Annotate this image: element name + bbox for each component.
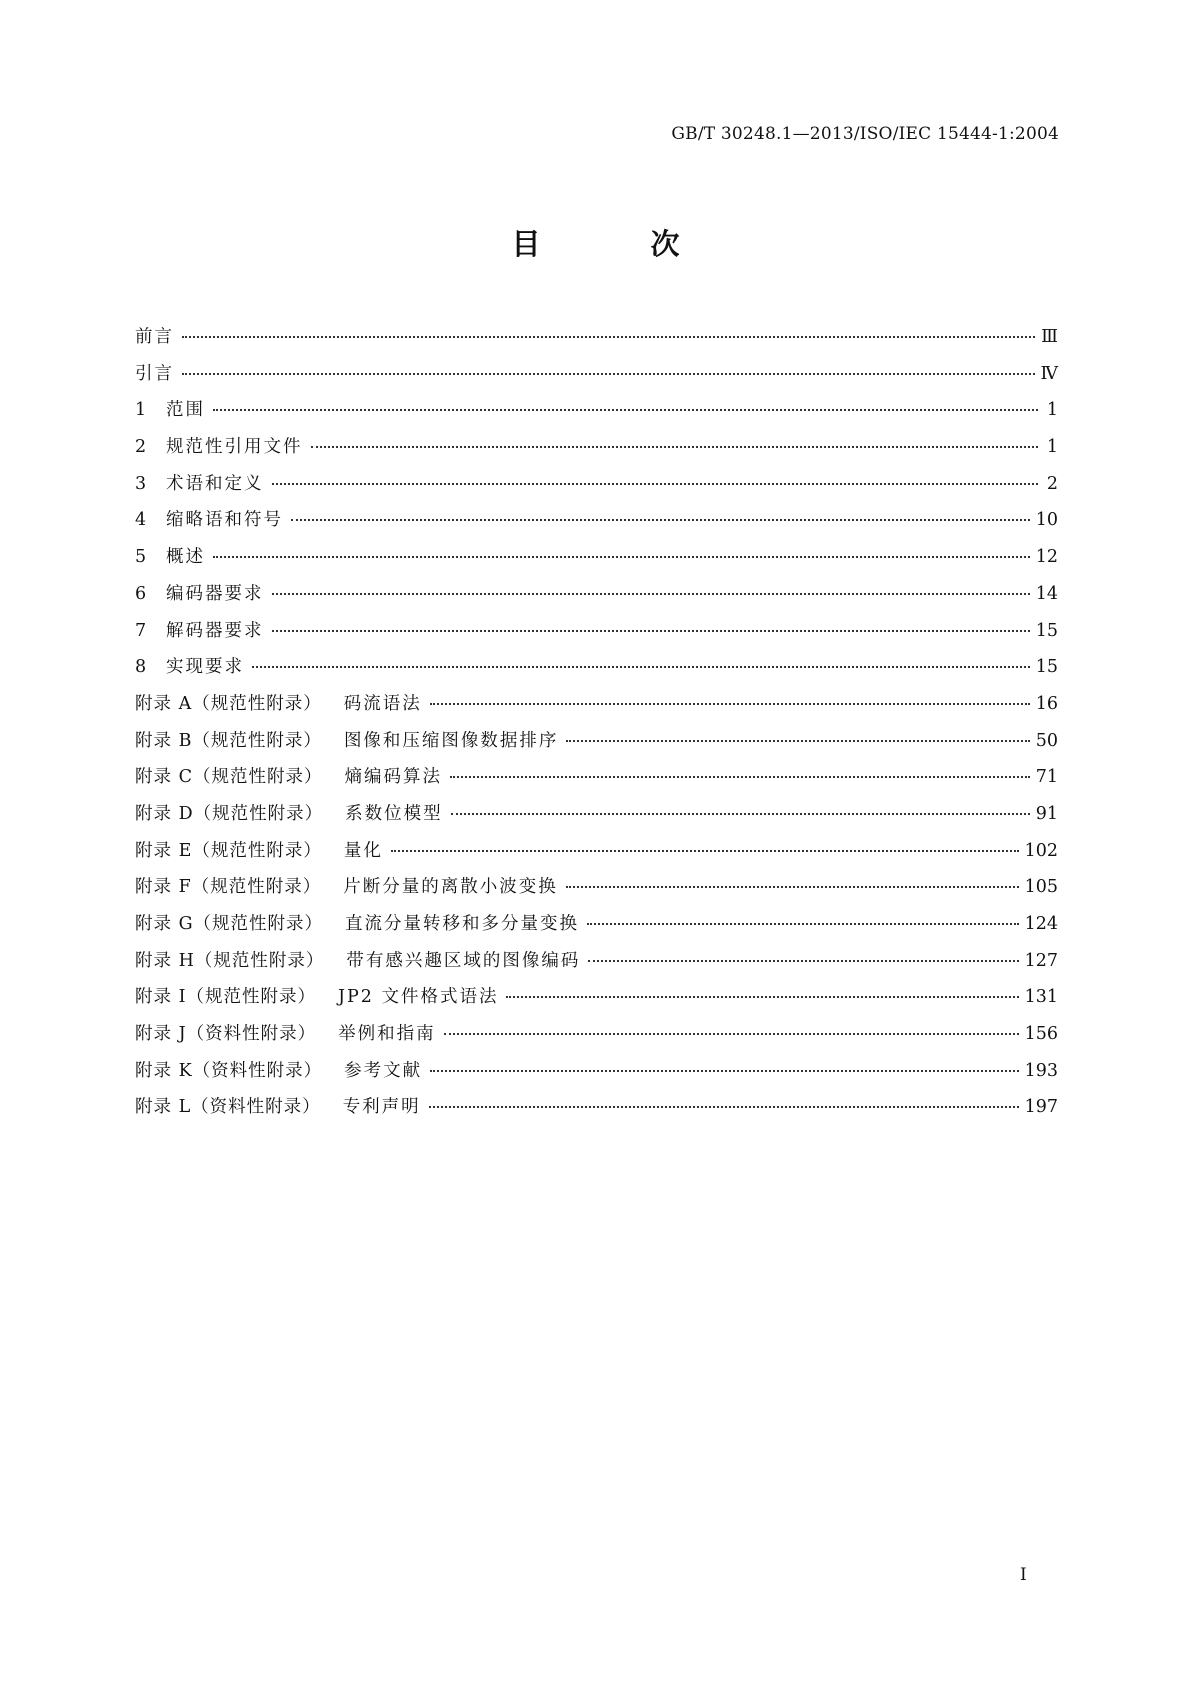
toc-entry-label: 附录 J（资料性附录） [135, 1024, 317, 1045]
toc-entry-introduction[interactable] [135, 360, 1058, 397]
leader-dots [506, 985, 1018, 1003]
toc-entry-title: 系数位模型 [345, 803, 443, 824]
toc-entry-page: 16 [1035, 693, 1058, 714]
toc-entry-chapter-8[interactable] [135, 653, 1058, 690]
leader-dots [430, 1058, 1018, 1076]
toc-entry-number: 3 [135, 473, 147, 494]
toc-entry-annex-k[interactable] [135, 1057, 1058, 1094]
toc-entry-page: 50 [1035, 730, 1058, 751]
toc-entry-title: 图像和压缩图像数据排序 [343, 730, 559, 751]
toc-entry-annex-j[interactable] [135, 1020, 1058, 1057]
toc-entry-page: 124 [1024, 914, 1058, 934]
leader-dots [429, 1095, 1019, 1113]
toc-entry-page: 131 [1024, 987, 1058, 1008]
toc-entry-label: 附录 K（资料性附录） [135, 1060, 323, 1081]
page-title: 目 次 [511, 227, 730, 261]
toc-entry-label: 附录 H（规范性附录） [135, 950, 325, 971]
leader-dots [391, 838, 1019, 856]
leader-dots [430, 691, 1030, 709]
leader-dots [213, 545, 1030, 563]
toc-entry-title: 专利声明 [342, 1097, 421, 1118]
toc-entry-page: 127 [1024, 950, 1058, 971]
toc-entry-label: 附录 D（规范性附录） [135, 803, 324, 824]
toc-entry-title: 带有感兴趣区域的图像编码 [346, 950, 581, 971]
toc-entry-label: 附录 G（规范性附录） [135, 914, 324, 934]
toc-entry-label: 规范性引用文件 [166, 437, 303, 458]
toc-entry-label: 引言 [135, 363, 174, 384]
toc-entry-label: 前言 [135, 327, 174, 347]
leader-dots [213, 398, 1038, 416]
toc-entry-title: 直流分量转移和多分量变换 [345, 914, 580, 934]
toc-entry-chapter-5[interactable] [135, 543, 1058, 580]
toc-entry-title: 参考文献 [344, 1060, 423, 1081]
toc-entry-annex-c[interactable] [135, 763, 1058, 800]
toc-entry-annex-i[interactable] [135, 983, 1058, 1020]
leader-dots [272, 471, 1039, 489]
toc-entry-annex-e[interactable] [135, 837, 1058, 874]
leader-dots [272, 618, 1030, 636]
toc-entry-title: 举例和指南 [338, 1024, 436, 1045]
toc-entry-page: 71 [1035, 767, 1058, 788]
toc-entry-label: 附录 A（规范性附录） [135, 693, 322, 714]
toc-entry-label: 概述 [166, 547, 205, 568]
toc-entry-page: 15 [1035, 657, 1058, 678]
leader-dots [451, 801, 1030, 819]
toc-entry-chapter-7[interactable] [135, 617, 1058, 654]
leader-dots [182, 325, 1035, 343]
toc-entry-number: 8 [135, 657, 147, 678]
toc-entry-chapter-6[interactable] [135, 580, 1058, 617]
toc-entry-page: 156 [1024, 1024, 1058, 1045]
toc-entry-page: 12 [1035, 547, 1058, 568]
toc-entry-number: 7 [135, 620, 147, 641]
leader-dots [566, 728, 1029, 746]
toc-entry-label: 附录 I（规范性附录） [135, 987, 316, 1008]
leader-dots [587, 912, 1019, 930]
toc-entry-label: 附录 E（规范性附录） [135, 840, 322, 861]
table-of-contents [135, 323, 1058, 1130]
toc-entry-label: 编码器要求 [166, 583, 264, 604]
toc-entry-chapter-1[interactable] [135, 396, 1058, 433]
toc-entry-label: 附录 C（规范性附录） [135, 767, 323, 788]
toc-entry-number: 1 [135, 400, 147, 421]
leader-dots [450, 765, 1030, 783]
toc-entry-number: 5 [135, 547, 147, 568]
leader-dots [444, 1022, 1019, 1040]
toc-entry-page: 2 [1046, 473, 1058, 494]
toc-entry-chapter-4[interactable] [135, 506, 1058, 543]
standard-code-header: GB/T 30248.1—2013/ISO/IEC 15444-1:2004 [671, 124, 1059, 144]
toc-entry-label: 解码器要求 [166, 620, 264, 641]
toc-entry-chapter-3[interactable] [135, 470, 1058, 507]
page-number: I [1020, 1565, 1027, 1585]
leader-dots [291, 508, 1030, 526]
leader-dots [311, 435, 1039, 453]
toc-entry-title: 码流语法 [343, 693, 422, 714]
toc-entry-chapter-2[interactable] [135, 433, 1058, 470]
toc-entry-page: 10 [1035, 510, 1058, 531]
toc-entry-annex-f[interactable] [135, 873, 1058, 910]
toc-entry-number: 6 [135, 583, 147, 604]
toc-entry-page: 193 [1024, 1060, 1058, 1081]
leader-dots [252, 655, 1030, 673]
toc-entry-label: 附录 F（规范性附录） [135, 877, 322, 898]
toc-entry-number: 4 [135, 510, 147, 531]
toc-entry-page: 15 [1035, 620, 1058, 641]
leader-dots [272, 581, 1030, 599]
toc-entry-title: 熵编码算法 [344, 767, 442, 788]
toc-entry-label: 缩略语和符号 [166, 510, 283, 531]
toc-entry-page: 1 [1046, 437, 1058, 458]
toc-entry-label: 范围 [166, 400, 205, 421]
toc-entry-annex-l[interactable] [135, 1093, 1058, 1130]
toc-entry-annex-a[interactable] [135, 690, 1058, 727]
toc-entry-page: 197 [1024, 1097, 1058, 1118]
toc-entry-annex-d[interactable] [135, 800, 1058, 837]
toc-entry-title: JP2 文件格式语法 [337, 987, 499, 1008]
toc-entry-page: 102 [1024, 840, 1058, 861]
toc-entry-title: 量化 [343, 840, 383, 861]
toc-entry-page: 1 [1046, 400, 1058, 421]
leader-dots [182, 361, 1035, 379]
toc-entry-page: 91 [1035, 803, 1058, 824]
toc-entry-label: 实现要求 [166, 657, 244, 678]
toc-entry-label: 附录 L（资料性附录） [135, 1097, 321, 1118]
toc-entry-number: 2 [135, 437, 147, 458]
toc-entry-foreword[interactable] [135, 323, 1058, 360]
toc-entry-annex-h[interactable] [135, 947, 1058, 984]
leader-dots [566, 875, 1019, 893]
toc-entry-label: 术语和定义 [166, 473, 264, 494]
toc-entry-annex-b[interactable] [135, 727, 1058, 764]
toc-entry-label: 附录 B（规范性附录） [135, 730, 322, 751]
toc-entry-page: 14 [1035, 583, 1058, 604]
toc-entry-page: Ⅳ [1040, 363, 1058, 384]
toc-entry-page: 105 [1024, 877, 1058, 898]
toc-entry-annex-g[interactable] [135, 910, 1058, 947]
leader-dots [588, 948, 1018, 966]
toc-entry-page: Ⅲ [1041, 327, 1058, 347]
toc-entry-title: 片断分量的离散小波变换 [343, 877, 558, 898]
